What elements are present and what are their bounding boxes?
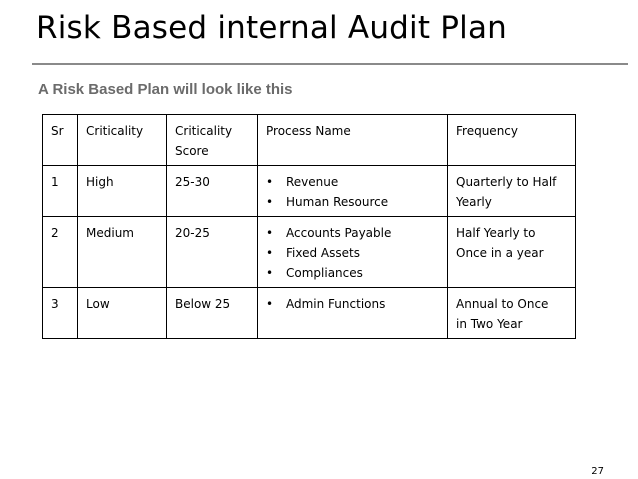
- cell-criticality: Low: [78, 288, 167, 339]
- header-frequency: Frequency: [448, 115, 576, 166]
- frequency-line2: in Two Year: [456, 317, 523, 331]
- slide-subtitle: A Risk Based Plan will look like this: [38, 81, 293, 98]
- title-divider: [32, 63, 628, 65]
- slide-title: Risk Based internal Audit Plan: [36, 10, 508, 46]
- process-list: [266, 294, 441, 314]
- bullet-icon: •: [266, 195, 274, 209]
- frequency-line1: Annual to Once: [456, 297, 549, 311]
- frequency-line2: Yearly: [456, 195, 492, 209]
- table-row: [43, 166, 576, 217]
- cell-score: 20-25: [167, 217, 258, 288]
- header-sr: Sr: [43, 115, 78, 166]
- process-list: [266, 172, 441, 212]
- header-criticality: Criticality: [78, 115, 167, 166]
- cell-score: 25-30: [167, 166, 258, 217]
- cell-process-name: [258, 217, 448, 288]
- list-item: [266, 223, 441, 243]
- cell-frequency: [448, 217, 576, 288]
- cell-criticality: High: [78, 166, 167, 217]
- frequency-line1: Quarterly to Half: [456, 175, 557, 189]
- process-label: Human Resource: [286, 195, 389, 209]
- table-header-row: [43, 115, 576, 166]
- audit-plan-table: [42, 114, 576, 339]
- cell-frequency: [448, 288, 576, 339]
- process-list: [266, 223, 441, 283]
- cell-sr: 2: [43, 217, 78, 288]
- frequency-line1: Half Yearly to: [456, 226, 536, 240]
- list-item: [266, 192, 441, 212]
- page-number: 27: [591, 466, 604, 477]
- list-item: [266, 172, 441, 192]
- table-row: [43, 217, 576, 288]
- cell-score: Below 25: [167, 288, 258, 339]
- cell-sr: 1: [43, 166, 78, 217]
- header-criticality-score: [167, 115, 258, 166]
- list-item: [266, 294, 441, 314]
- list-item: [266, 243, 441, 263]
- cell-frequency: [448, 166, 576, 217]
- cell-sr: 3: [43, 288, 78, 339]
- frequency-line2: Once in a year: [456, 246, 544, 260]
- cell-process-name: [258, 166, 448, 217]
- bullet-icon: •: [266, 246, 274, 260]
- bullet-icon: •: [266, 297, 274, 311]
- table-row: [43, 288, 576, 339]
- bullet-icon: •: [266, 175, 274, 189]
- bullet-icon: •: [266, 226, 274, 240]
- process-label: Fixed Assets: [286, 246, 360, 260]
- process-label: Accounts Payable: [286, 226, 392, 240]
- cell-process-name: [258, 288, 448, 339]
- bullet-icon: •: [266, 266, 274, 280]
- header-process-name: Process Name: [258, 115, 448, 166]
- list-item: [266, 263, 441, 283]
- process-label: Revenue: [286, 175, 339, 189]
- process-label: Compliances: [286, 266, 363, 280]
- cell-criticality: Medium: [78, 217, 167, 288]
- process-label: Admin Functions: [286, 297, 386, 311]
- header-criticality-score-line2: Score: [175, 144, 209, 158]
- header-criticality-score-line1: Criticality: [175, 124, 233, 138]
